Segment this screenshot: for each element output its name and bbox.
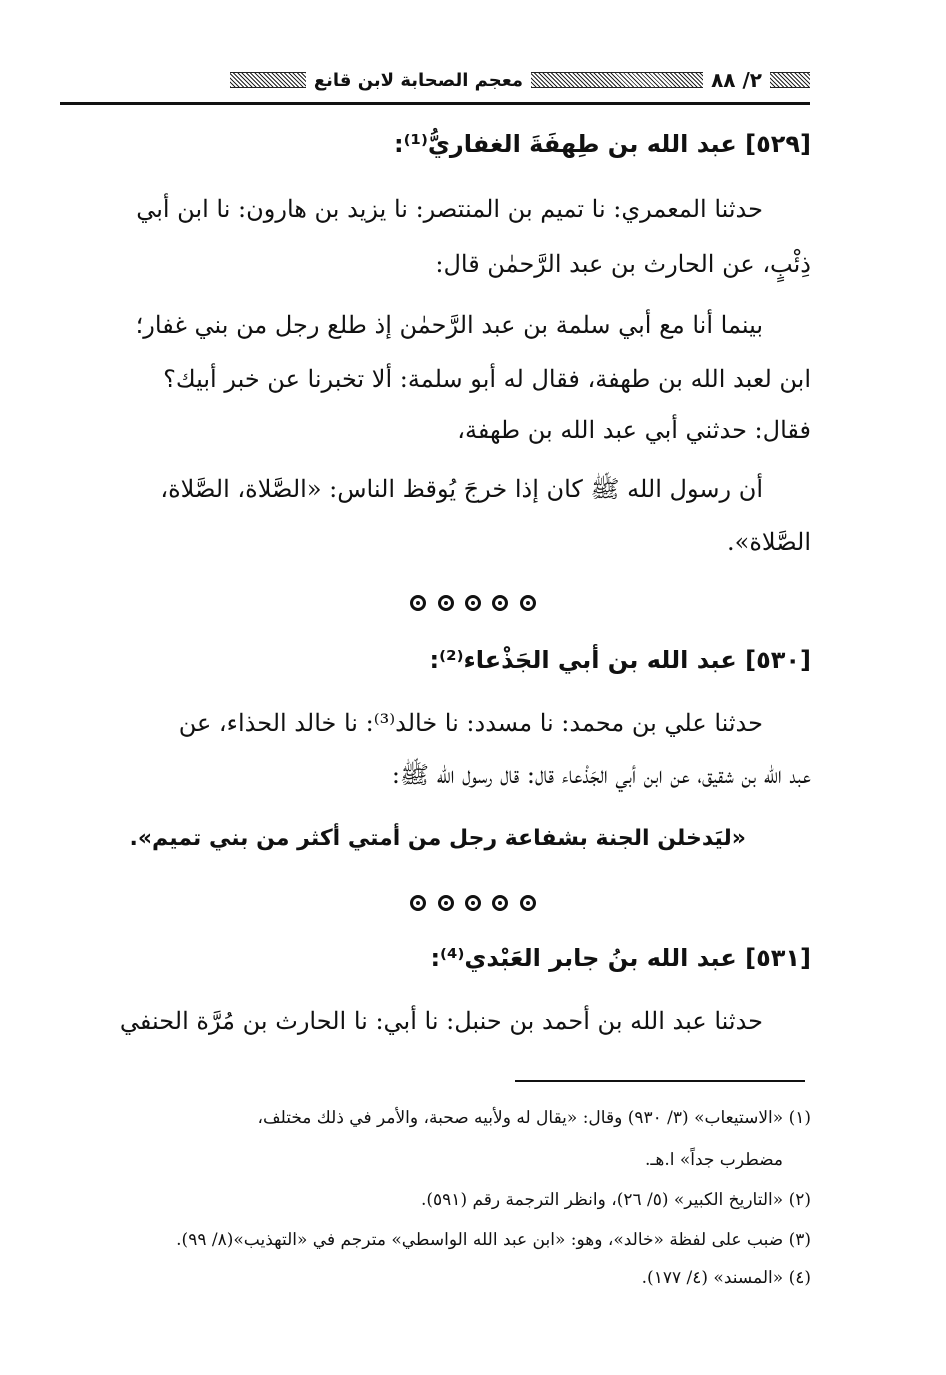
footnote-rule	[515, 1080, 805, 1082]
divider-circle-icon	[438, 895, 454, 911]
section-divider-1	[0, 592, 946, 616]
divider-circle-icon	[465, 595, 481, 611]
header-ornament-right	[770, 72, 810, 88]
header-ornament-left	[230, 72, 306, 88]
divider-circle-icon	[465, 895, 481, 911]
entry-530-title: [٥٣٠] عبد الله بن أبي الجَذْعاء⁽²⁾:	[429, 646, 811, 674]
running-header	[60, 58, 810, 102]
footnote-1: (١) «الاستيعاب» (٣/ ٩٣٠) وقال: «يقال له ولأبيه صحبة، والأمر في ذلك مختلف،	[257, 1108, 811, 1128]
entry-529-line-2: ذِئْبٍ، عن الحارث بن عبد الرَّحمٰن قال:	[435, 250, 811, 278]
divider-circle-icon	[438, 595, 454, 611]
footnote-4: (٤) «المسند» (٤/ ١٧٧).	[641, 1268, 811, 1288]
entry-530-line-2: عبد الله بن شقيق، عن ابن أبي الجَذْعاء قال: قال رسول الله ﷺ:	[391, 761, 811, 789]
header-rule	[60, 102, 810, 105]
entry-529-line-1: حدثنا المعمري: نا تميم بن المنتصر: نا يزيد بن هارون: نا ابن أبي	[136, 195, 763, 223]
entry-529-title: [٥٢٩] عبد الله بن طِهفَةَ الغفاريُّ⁽¹⁾:	[393, 130, 811, 158]
section-divider-2	[0, 892, 946, 916]
divider-circle-icon	[520, 895, 536, 911]
entry-529-line-4: ابن لعبد الله بن طهفة، فقال له أبو سلمة: ألا تخبرنا عن خبر أبيك؟	[163, 365, 811, 393]
footnote-1-continued: مضطرب جداً» ا.هـ.	[644, 1150, 783, 1170]
divider-circle-icon	[492, 895, 508, 911]
entry-531-title: [٥٣١] عبد الله بنُ جابر العَبْدي⁽⁴⁾:	[430, 944, 811, 972]
divider-circle-icon	[410, 595, 426, 611]
entry-531-line-1: حدثنا عبد الله بن أحمد بن حنبل: نا أبي: نا الحارث بن مُرَّة الحنفي	[119, 1007, 763, 1035]
entry-529-line-5: فقال: حدثني أبي عبد الله بن طهفة،	[457, 416, 811, 444]
footnote-3: (٣) ضبب على لفظة «خالد»، وهو: «ابن عبد الله الواسطي» مترجم في «التهذيب»(٨/ ٩٩).	[176, 1230, 811, 1250]
entry-529-line-7: الصَّلاة».	[727, 528, 811, 556]
divider-circle-icon	[492, 595, 508, 611]
header-ornament-middle	[531, 72, 703, 88]
page-number: ٢/ ٨٨	[711, 68, 762, 92]
divider-circle-icon	[520, 595, 536, 611]
entry-529-line-6: أن رسول الله ﷺ كان إذا خرجَ يُوقظ الناس: «الصَّلاة، الصَّلاة،	[160, 475, 763, 503]
entry-530-hadith-quote: «ليَدخلن الجنة بشفاعة رجل من أمتي أكثر من بني تميم».	[129, 826, 746, 851]
entry-530-line-1: حدثنا علي بن محمد: نا مسدد: نا خالد⁽³⁾: نا خالد الحذاء، عن	[178, 709, 763, 737]
book-title: معجم الصحابة لابن قانع	[313, 69, 524, 91]
footnote-2: (٢) «التاريخ الكبير» (٥/ ٢٦)، وانظر الترجمة رقم (٥٩١).	[421, 1190, 811, 1210]
divider-circle-icon	[410, 895, 426, 911]
entry-529-line-3: بينما أنا مع أبي سلمة بن عبد الرَّحمٰن إذ طلع رجل من بني غفار؛	[135, 311, 763, 339]
